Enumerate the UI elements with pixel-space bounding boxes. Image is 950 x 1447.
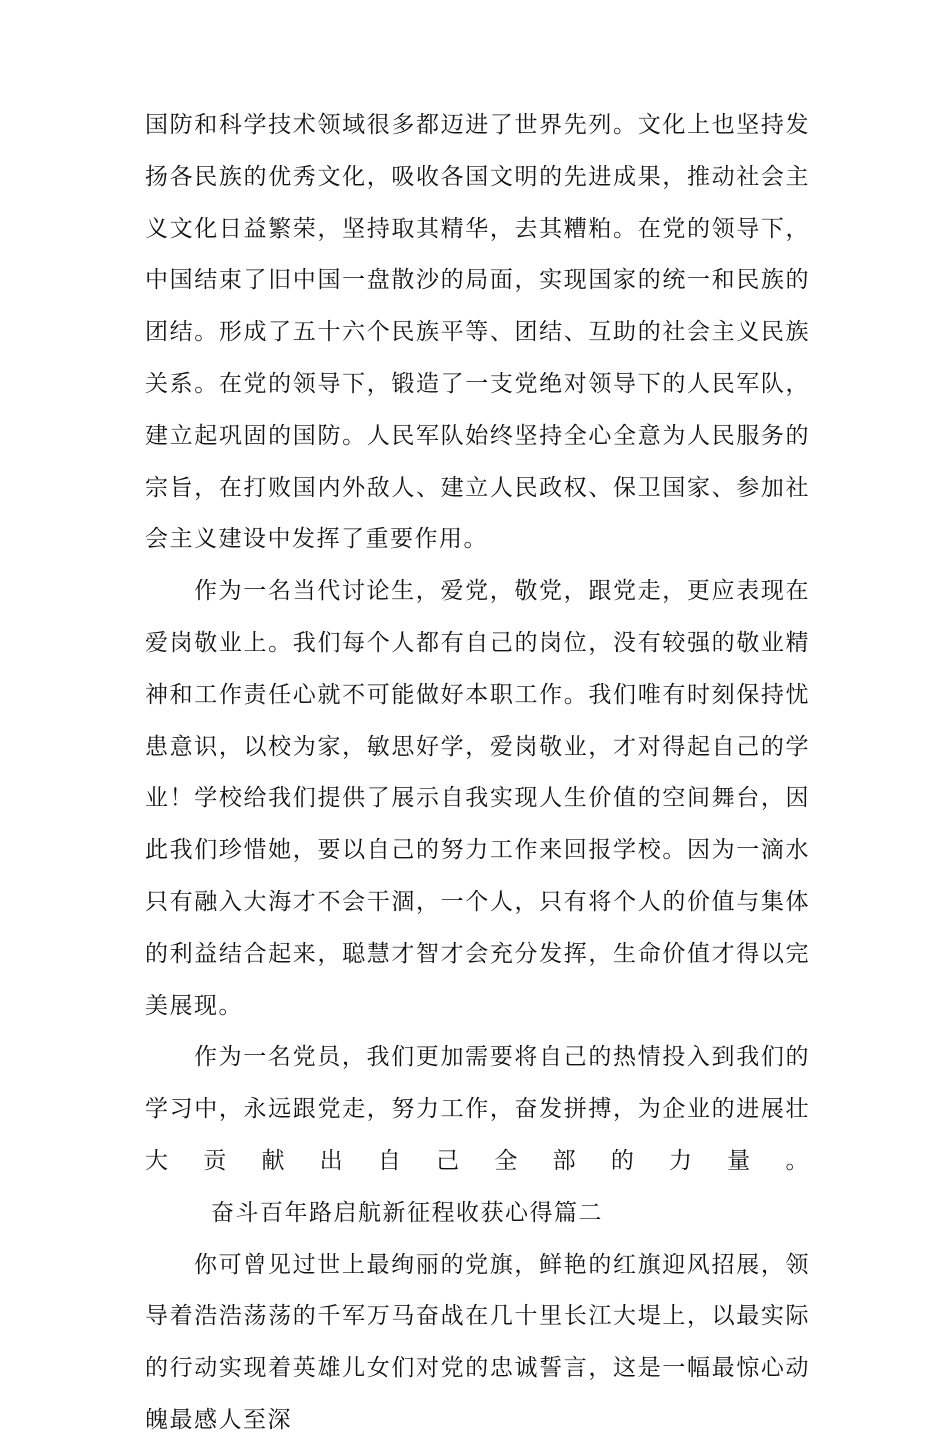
paragraph-text: 国防和科学技术领域很多都迈进了世界先列。文化上也坚持发扬各民族的优秀文化，吸收各国文明的先进成果，推动社会主义文化日益繁荣，坚持取其精华，去其糟粕。在党的领导下，中国结束了旧中国一盘散沙的局面，实现国家的统一和民族的团结。形成了五十六个民族平等、团结、互助的社会主义民族关系。在党的领导下，锻造了一支党绝对领导下的人民军队，建立起巩固的国防。人民军队始终坚持全心全意为人民服务的宗旨，在打败国内外敌人、建立人民政权、保卫国家、参加社会主义建设中发挥了重要作用。	[145, 112, 810, 553]
paragraph-dedication	[145, 566, 810, 1032]
paragraph-text: 作为一名当代讨论生，爱党，敬党，跟党走，更应表现在爱岗敬业上。我们每个人都有自己的岗位，没有较强的敬业精神和工作责任心就不可能做好本职工作。我们唯有时刻保持忧患意识，以校为家，敏思好学，爱岗敬业，才对得起自己的学业！学校给我们提供了展示自我实现人生价值的空间舞台，因此我们珍惜她，要以自己的努力工作来回报学校。因为一滴水只有融入大海才不会干涸，一个人，只有将个人的价值与集体的利益结合起来，聪慧才智才会充分发挥，生命价值才得以完美展现。	[145, 578, 810, 1019]
paragraph-text: 作为一名党员，我们更加需要将自己的热情投入到我们的学习中，永远跟党走，努力工作，奋发拼搏，为企业的进展壮大贡献出自己全部的力量。	[145, 1044, 810, 1174]
paragraph-party-member	[145, 1032, 810, 1239]
paragraph-national-achievements	[145, 100, 810, 566]
document-body	[145, 100, 810, 1447]
paragraph-text: 你可曾见过世上最绚丽的党旗，鲜艳的红旗迎风招展，领导着浩浩荡荡的千军万马奋战在几十里长江大堤上，以最实际的行动实现着英雄儿女们对党的忠诚誓言，这是一幅最惊心动魄最感人至深	[145, 1251, 810, 1433]
section-heading: 奋斗百年路启航新征程收获心得篇二	[211, 1199, 603, 1226]
paragraph-party-flag	[145, 1240, 810, 1447]
